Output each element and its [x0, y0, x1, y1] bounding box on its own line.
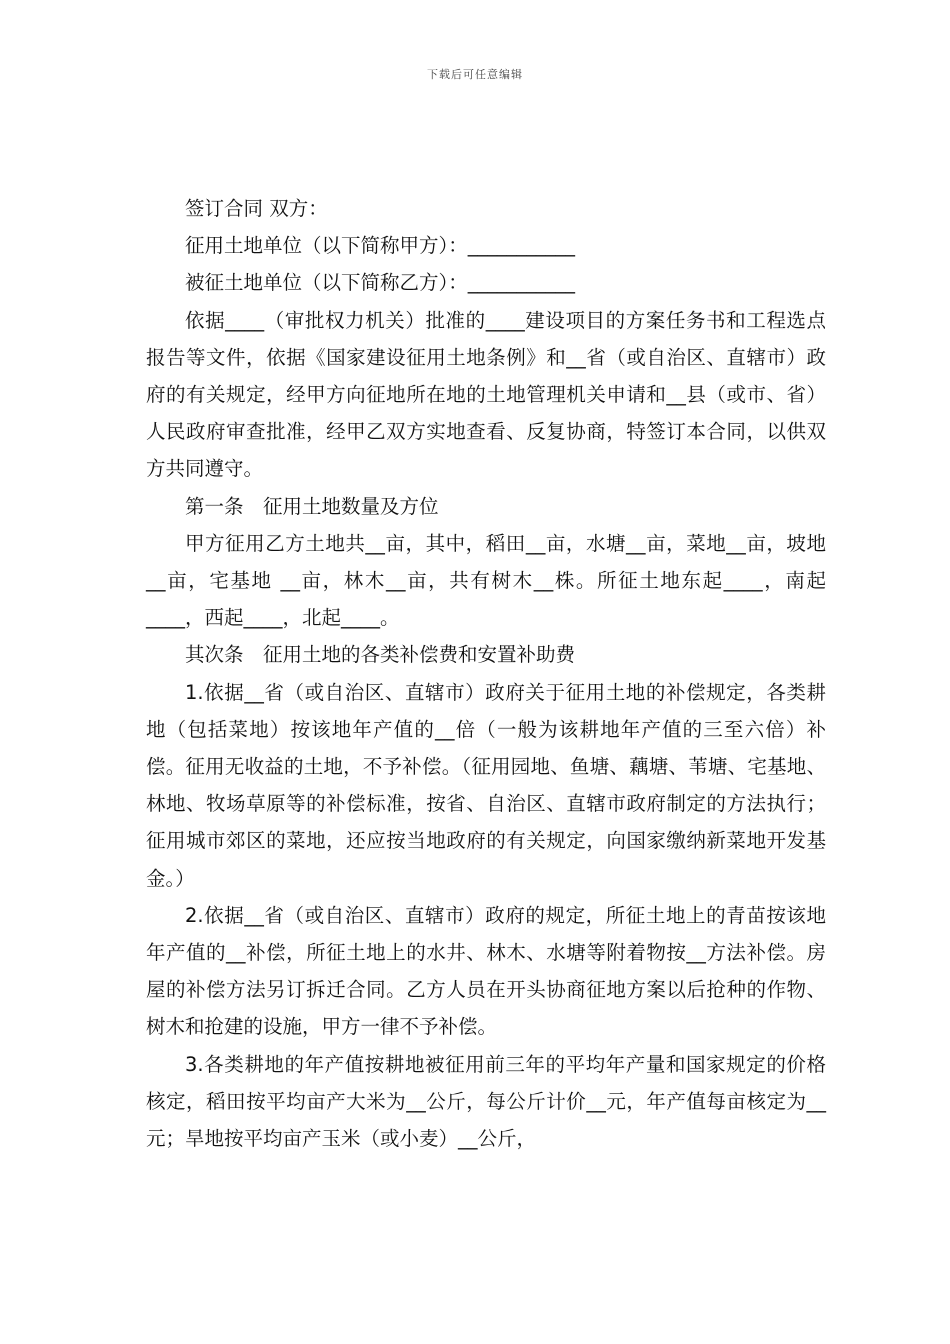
article-1-heading: 第一条 征用土地数量及方位	[185, 494, 439, 518]
article-2-clause-1: 1.依据__省（或自治区、直辖市）政府关于征用土地的补偿规定，各类耕地（包括菜地）按该地年产值的__倍（一般为该耕地年产值的三至六倍）补偿。征用无收益的土地，不予补偿。（征用园地、鱼塘、藕塘、苇塘、宅基地、林地、牧场草原等的补偿标准，按省、自治区、直辖市政府制定的方法执行；征用城市郊区的菜地，还应按当地政府的有关规定，向国家缴纳新菜地开发基金。）	[146, 680, 826, 890]
article-2-clause-2: 2.依据__省（或自治区、直辖市）政府的规定，所征土地上的青苗按该地年产值的__补偿，所征土地上的水井、林木、水塘等附着物按__方法补偿。房屋的补偿方法另订拆迁合同。乙方人员在开头协商征地方案以后抢种的作物、树木和抢建的设施，甲方一律不予补偿。	[146, 903, 826, 1039]
article-2-clause-3: 3.各类耕地的年产值按耕地被征用前三年的平均年产量和国家规定的价格核定，稻田按平均亩产大米为__公斤，每公斤计价__元，年产值每亩核定为__ 元；旱地按平均亩产玉米（或小麦）__公斤，	[146, 1052, 826, 1151]
header-note: 下载后可任意编辑	[427, 68, 523, 81]
parties-heading: 签订合同 双方：	[185, 197, 328, 220]
party-b-line: 被征土地单位（以下简称乙方）：___________	[185, 271, 576, 295]
party-a-line: 征用土地单位（以下简称甲方）：___________	[185, 234, 576, 258]
contract-body	[146, 190, 826, 1157]
preamble-paragraph: 依据____（审批权力机关）批准的____建设项目的方案任务书和工程选点报告等文件，依据《国家建设征用土地条例》和__省（或自治区、直辖市）政府的有关规定，经甲方向征地所在地的土地管理机关申请和__县（或市、省）人民政府审查批准，经甲乙双方实地查看、反复协商，特签订本合同，以供双方共同遵守。	[146, 308, 826, 481]
article-1-body: 甲方征用乙方土地共__亩，其中，稻田__亩，水塘__亩，菜地__亩，坡地__亩，宅基地 __亩，林木__亩，共有树木__株。所征土地东起____，南起____，西起____，北起____。	[146, 531, 826, 630]
article-2-heading: 其次条 征用土地的各类补偿费和安置补助费	[185, 643, 576, 667]
